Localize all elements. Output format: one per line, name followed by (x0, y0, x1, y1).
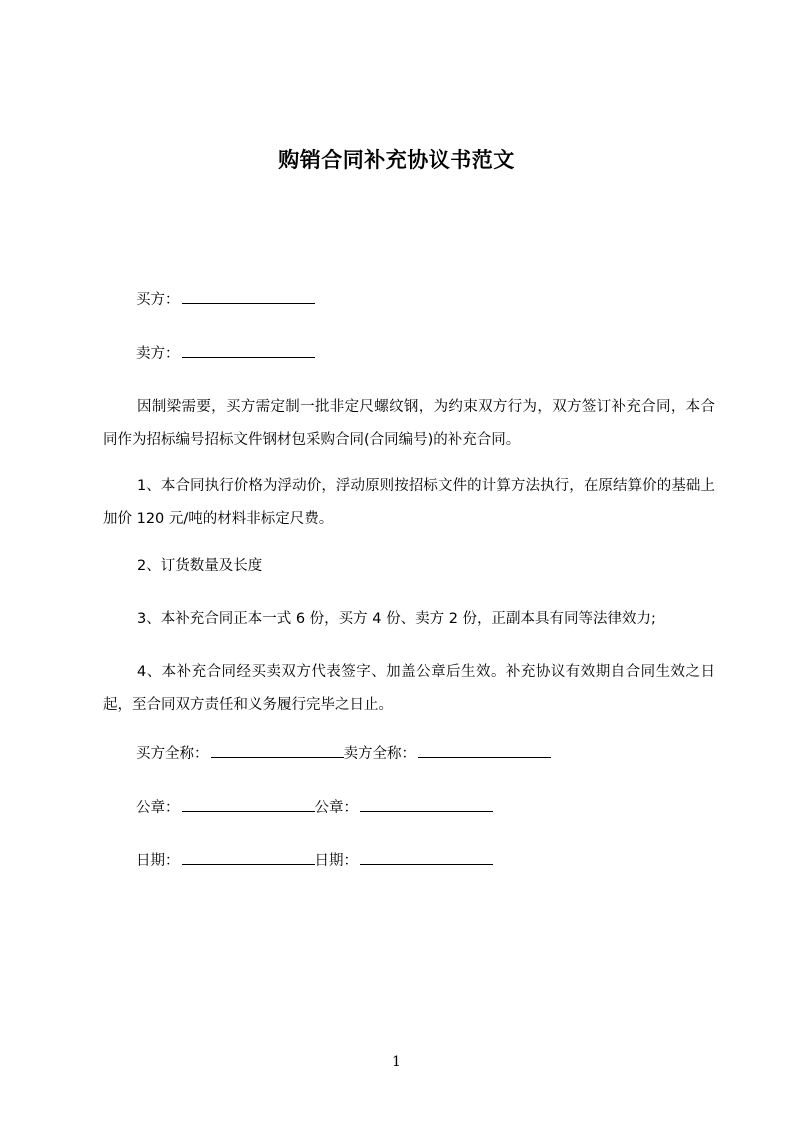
signature-seals (103, 792, 756, 825)
clause-4: 4、本补充合同经买卖双方代表签字、加盖公章后生效。补充协议有效期自合同生效之日起，至合同双方责任和义务履行完毕之日止。 (103, 664, 715, 713)
date-label-2: 日期： (314, 853, 358, 869)
seller-full-name-label: 卖方全称： (343, 746, 416, 762)
clause-2: 2、订货数量及长度 (137, 558, 263, 574)
buyer-label: 买方： (136, 292, 180, 308)
clause-1: 1、本合同执行价格为浮动价，浮动原则按招标文件的计算方法执行，在原结算价的基础上加价 120 元/吨的材料非标定尺费。 (103, 478, 715, 527)
seller-full-name-blank (418, 742, 551, 758)
seal-label-1: 公章： (136, 800, 180, 816)
seller-line (103, 338, 756, 371)
page-number: 1 (392, 1054, 401, 1070)
date-label-1: 日期： (136, 853, 180, 869)
buyer-line (103, 284, 756, 317)
document-title: 购销合同补充协议书范文 (278, 148, 515, 172)
buyer-full-name-blank (211, 742, 344, 758)
seller-label: 卖方： (136, 346, 180, 362)
seller-blank (182, 342, 315, 358)
date-blank-1 (182, 849, 315, 865)
buyer-blank (182, 288, 315, 304)
date-blank-2 (360, 849, 493, 865)
buyer-full-name-label: 买方全称： (136, 746, 209, 762)
signature-dates (103, 845, 756, 878)
intro-paragraph: 因制梁需要，买方需定制一批非定尺螺纹钢，为约束双方行为，双方签订补充合同，本合同作为招标编号招标文件钢材包采购合同(合同编号)的补充合同。 (103, 399, 715, 448)
seal-blank-1 (182, 796, 315, 812)
seal-blank-2 (360, 796, 493, 812)
signature-full-names (103, 738, 756, 771)
clause-3: 3、本补充合同正本一式 6 份，买方 4 份、卖方 2 份，正副本具有同等法律效力; (137, 611, 656, 627)
seal-label-2: 公章： (314, 800, 358, 816)
